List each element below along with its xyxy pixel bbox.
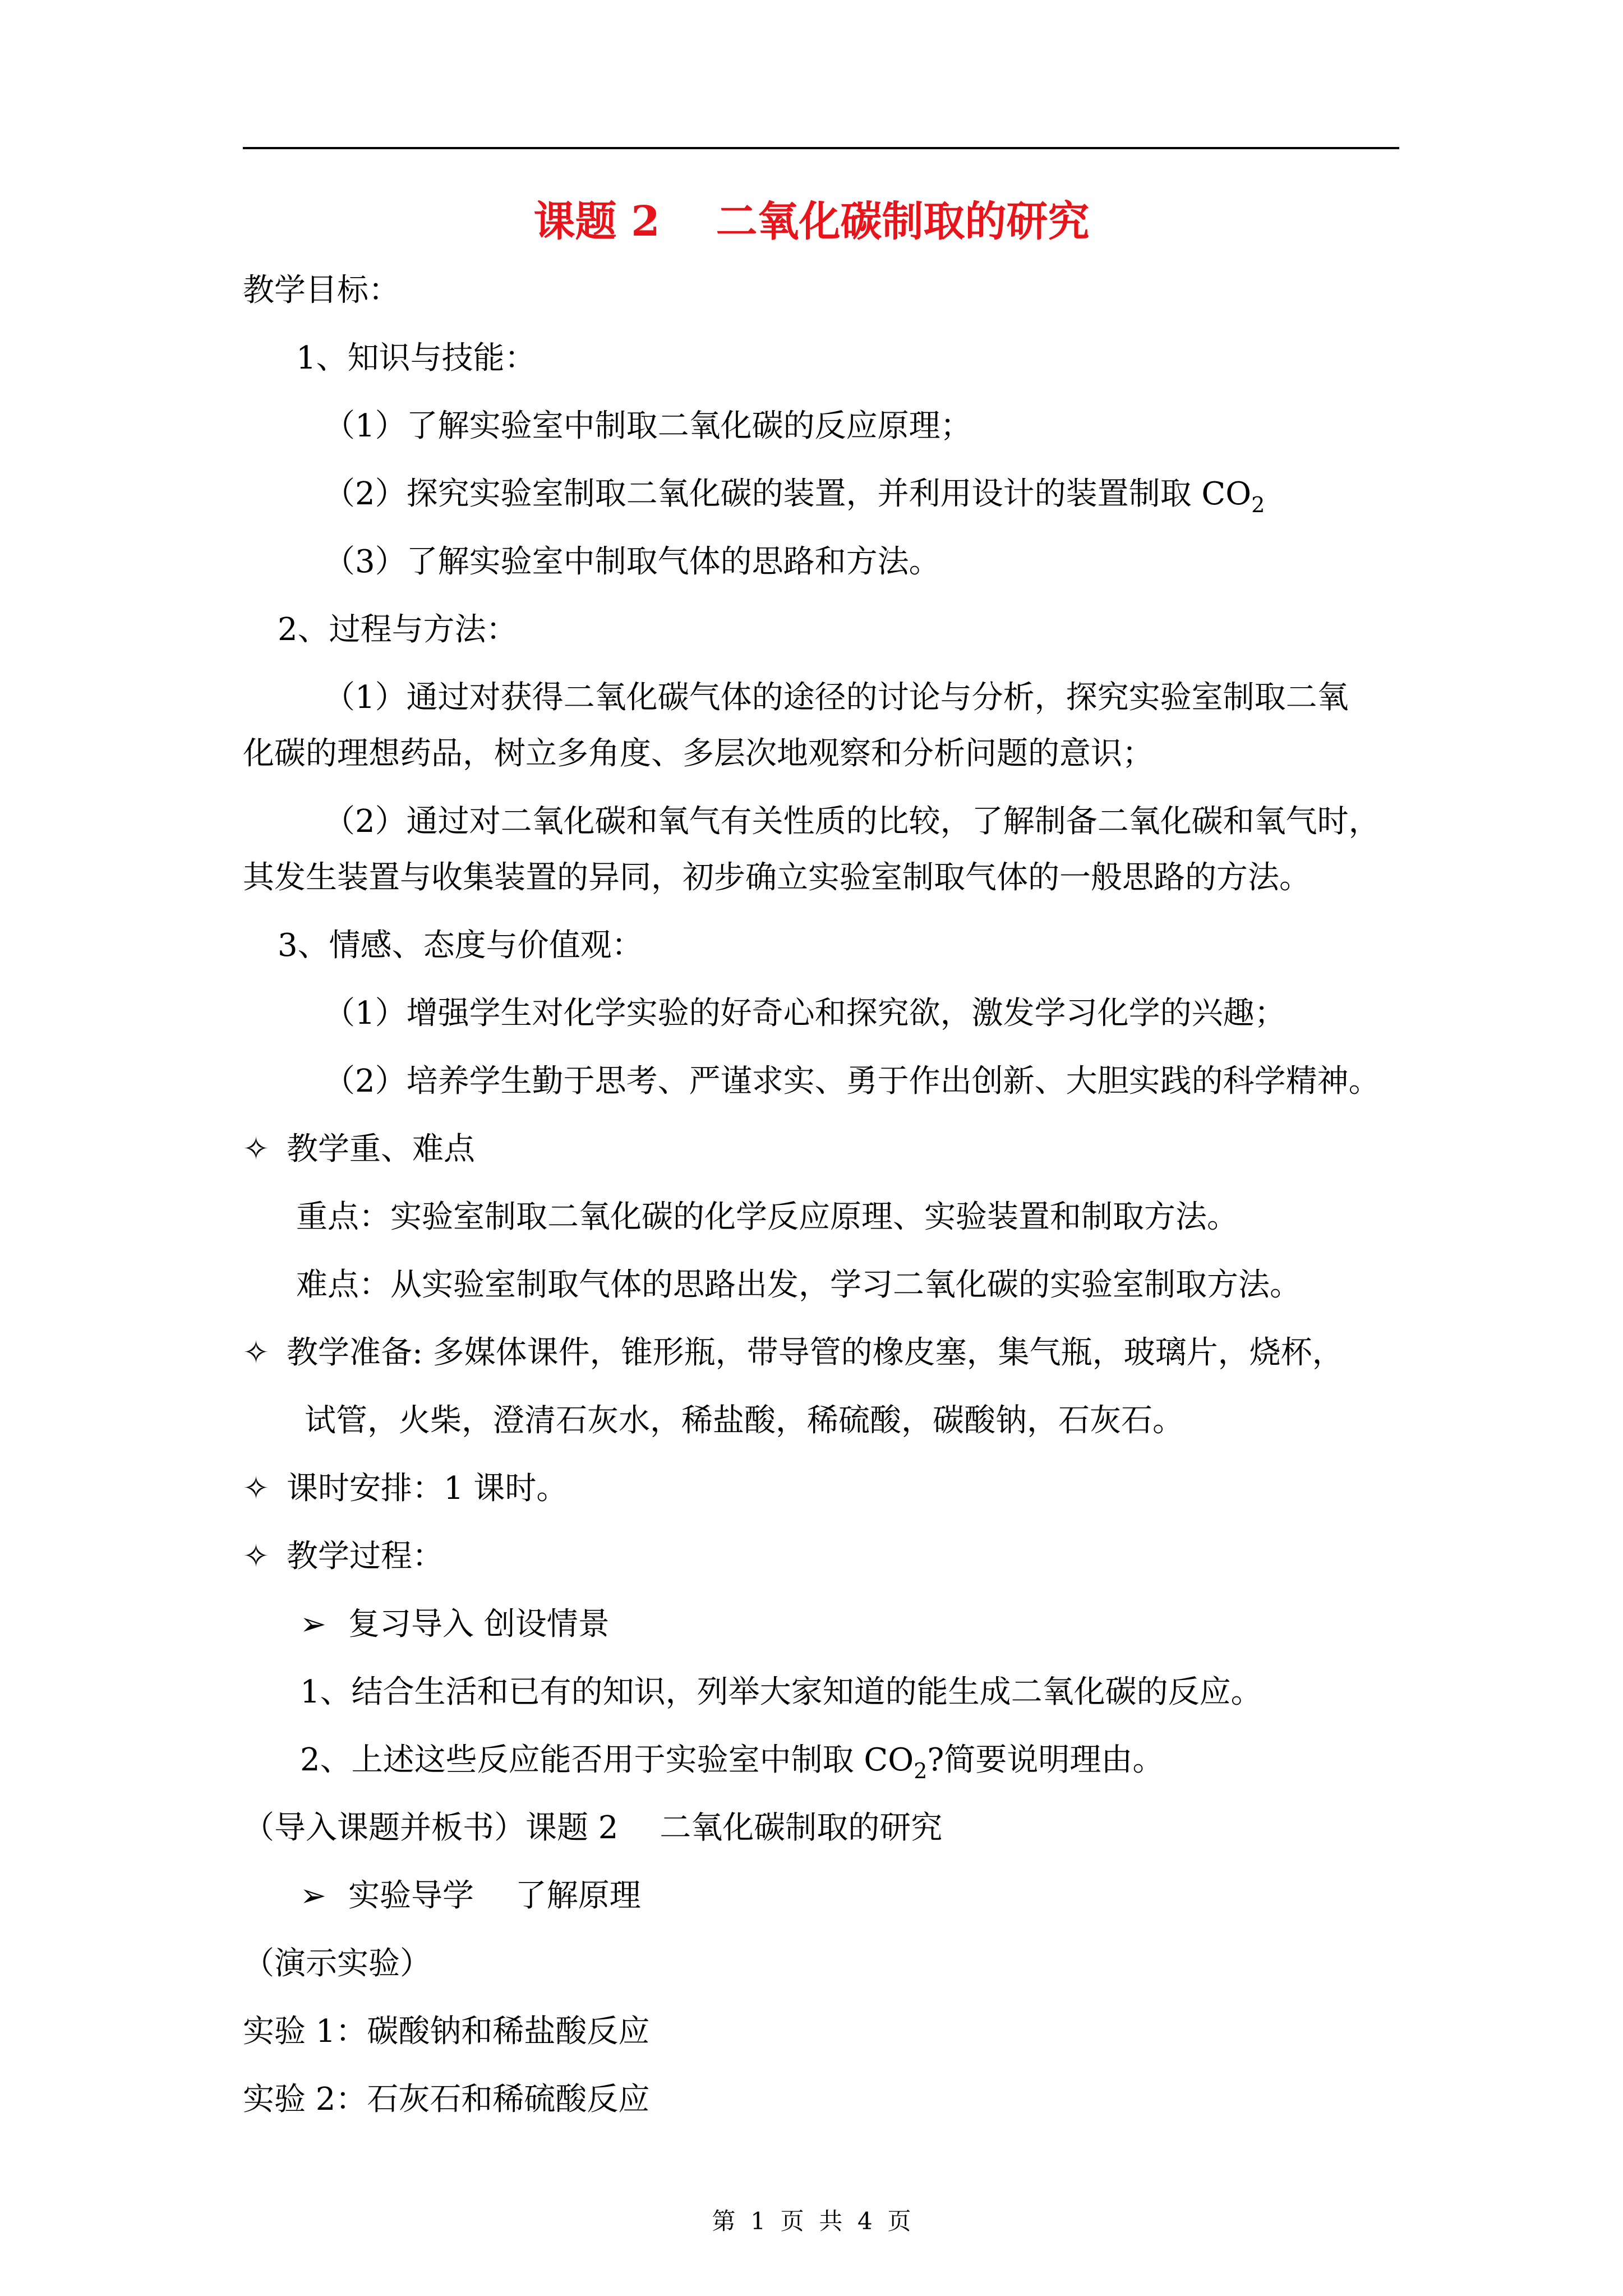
- co2-subscript: 2: [914, 1759, 928, 1783]
- header-rule: [243, 147, 1399, 149]
- process-item-2-line-1: （2）通过对二氧化碳和氧气有关性质的比较，了解制备二氧化碳和氧气时，: [324, 803, 1380, 840]
- diamond-bullet-icon: ✧: [243, 1131, 269, 1167]
- knowledge-item-2-text: （2）探究实验室制取二氧化碳的装置，并利用设计的装置制取 CO: [324, 476, 1252, 512]
- key-difficult-heading: [243, 1127, 475, 1172]
- diamond-bullet-icon: ✧: [243, 1335, 269, 1371]
- review-item-2-text: 2、上述这些反应能否用于实验室中制取 CO: [300, 1742, 914, 1778]
- emotion-item-2: （2）培养学生勤于思考、严谨求实、勇于作出创新、大胆实践的科学精神。: [324, 1063, 1380, 1099]
- experiment-2: 实验 2：石灰石和稀硫酸反应: [243, 2081, 650, 2118]
- emotion-item-1: （1）增强学生对化学实验的好奇心和探究欲，激发学习化学的兴趣；: [324, 995, 1286, 1032]
- process-heading: 2、过程与方法：: [278, 611, 518, 648]
- review-item-2: [300, 1738, 1164, 1786]
- arrow-bullet-icon: ➢: [300, 1606, 326, 1642]
- review-heading: [300, 1602, 610, 1647]
- teaching-prep-text: 教学准备: 多媒体课件，锥形瓶，带导管的橡皮塞，集气瓶，玻璃片，烧杯，: [287, 1335, 1344, 1371]
- knowledge-item-1: （1）了解实验室中制取二氧化碳的反应原理；: [324, 408, 972, 444]
- lead-in: （导入课题并板书）课题 2 二氧化碳制取的研究: [243, 1810, 943, 1846]
- co2-subscript: 2: [1251, 493, 1265, 517]
- review-heading-text: 复习导入 创设情景: [348, 1606, 610, 1642]
- knowledge-heading: 1、知识与技能：: [296, 340, 536, 376]
- emotion-heading: 3、情感、态度与价值观：: [278, 927, 643, 964]
- arrow-bullet-icon: ➢: [300, 1878, 326, 1914]
- knowledge-item-3: （3）了解实验室中制取气体的思路和方法。: [324, 544, 940, 580]
- key-point: 重点：实验室制取二氧化碳的化学反应原理、实验装置和制取方法。: [296, 1199, 1238, 1235]
- diamond-bullet-icon: ✧: [243, 1470, 269, 1507]
- review-item-2-suffix: ?简要说明理由。: [927, 1742, 1164, 1778]
- teaching-prep-line-1: [243, 1331, 1344, 1375]
- page-footer: 第 1 页 共 4 页: [712, 2207, 911, 2235]
- process-item-2-line-2: 其发生装置与收集装置的异同，初步确立实验室制取气体的一般思路的方法。: [243, 859, 1311, 896]
- demo-label: （演示实验）: [243, 1945, 431, 1982]
- knowledge-item-2: [324, 472, 1265, 519]
- process-item-1-line-1: （1）通过对获得二氧化碳气体的途径的讨论与分析，探究实验室制取二氧: [324, 679, 1349, 716]
- schedule-text: 课时安排：1 课时。: [287, 1470, 568, 1507]
- schedule: [243, 1466, 568, 1511]
- diamond-bullet-icon: ✧: [243, 1538, 269, 1575]
- experiment-heading-text: 实验导学 了解原理: [348, 1878, 641, 1914]
- teaching-process-heading-text: 教学过程：: [287, 1538, 444, 1575]
- experiment-heading: [300, 1874, 641, 1918]
- experiment-1: 实验 1：碳酸钠和稀盐酸反应: [243, 2013, 650, 2050]
- process-item-1-line-2: 化碳的理想药品，树立多角度、多层次地观察和分析问题的意识；: [243, 735, 1154, 772]
- teaching-process-heading: [243, 1534, 444, 1579]
- difficult-point: 难点：从实验室制取气体的思路出发，学习二氧化碳的实验室制取方法。: [296, 1267, 1301, 1303]
- objectives-heading: 教学目标：: [243, 272, 400, 309]
- review-item-1: 1、结合生活和已有的知识，列举大家知道的能生成二氧化碳的反应。: [300, 1674, 1262, 1710]
- document-title: 课题 2 二氧化碳制取的研究: [533, 197, 1090, 246]
- teaching-prep-line-2: 试管，火柴，澄清石灰水，稀盐酸，稀硫酸，碳酸钠，石灰石。: [305, 1402, 1184, 1439]
- key-difficult-heading-text: 教学重、难点: [287, 1131, 475, 1167]
